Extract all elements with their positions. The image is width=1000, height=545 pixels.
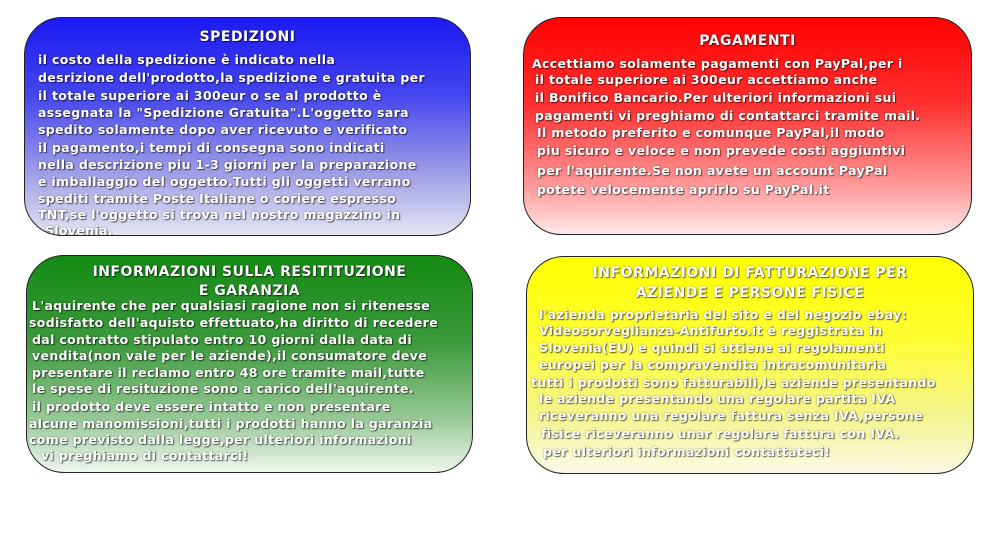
returns-text-line: come previsto dalla legge,per ulteriori informazioni xyxy=(29,432,412,447)
shipping-text-line: il pagamento,i tempi di consegna sono indicati xyxy=(38,140,385,155)
payments-info-panel xyxy=(523,17,972,235)
returns-title-line1: INFORMAZIONI SULLA RESITITUZIONE xyxy=(92,264,407,280)
shipping-text-line: TNT,se l'oggetto si trova nel nostro magazzino in xyxy=(38,207,401,222)
returns-text-line: dal contratto stipulato entro 10 giorni dalla data di xyxy=(32,332,412,347)
invoice-title-line2: AZIENDE E PERSONE FISICE xyxy=(635,285,865,301)
invoice-text-line: Videosorveglianza-Antifurto.it è reggistrata in xyxy=(539,323,883,338)
shipping-text-line: spedito solamente dopo aver ricevuto e verificato xyxy=(38,122,408,137)
invoice-title-line1: INFORMAZIONI DI FATTURAZIONE PER xyxy=(592,265,908,281)
returns-text-line: sodisfatto dell'aquisto effettuato,ha diritto di recedere xyxy=(29,315,439,330)
payments-text-line: potete velocemente aprirlo su PayPal.it xyxy=(537,182,830,197)
returns-text-line: L'aquirente che per qualsiasi ragione non si ritenesse xyxy=(32,298,431,313)
payments-text-line: il Bonifico Bancario.Per ulteriori informazioni sui xyxy=(535,90,897,105)
payments-title: PAGAMENTI xyxy=(699,33,796,49)
shipping-text-line: desrizione dell'prodotto,la spedizione e gratuita per xyxy=(38,70,426,85)
shipping-text-line: il costo della spedizione è indicato nella xyxy=(38,52,336,67)
shipping-text-line: nella descrizione piu 1-3 giorni per la preparazione xyxy=(38,157,417,172)
invoice-text-line: per ulteriori informazioni contattateci! xyxy=(543,444,831,459)
shipping-text-line: e imballaggio del oggetto.Tutti gli oggetti verrano xyxy=(38,174,411,189)
invoice-text-line: l'azienda proprietaria del sito e del negozio ebay: xyxy=(539,307,907,322)
payments-text-line: Il metodo preferito e comunque PayPal,il modo xyxy=(537,125,885,140)
invoice-text-line: europei per la compravendita intracomunitaria xyxy=(539,357,887,372)
returns-text-line: il prodotto deve essere intatto e non presentare xyxy=(32,399,391,414)
shipping-title: SPEDIZIONI xyxy=(199,29,296,45)
invoice-text-line: tutti i prodotti sono fatturabili,le aziende presentando xyxy=(531,375,936,390)
returns-text-line: le spese di resituzione sono a carico dell'aquirente. xyxy=(32,381,414,396)
shipping-text-line: Slovenia. xyxy=(45,223,114,236)
returns-title-line2: E GARANZIA xyxy=(198,283,301,299)
returns-text-line: alcune manomissioni,tutti i prodotti hanno la garanzia xyxy=(29,416,433,431)
shipping-info-panel xyxy=(24,17,471,236)
invoice-text-line: le aziende presentando una regolare partita IVA xyxy=(539,391,896,406)
payments-text-line: pagamenti vi preghiamo di contattarci tramite mail. xyxy=(535,108,921,123)
shipping-text-line: il totale superiore ai 300eur o se al prodotto è xyxy=(38,88,382,103)
returns-text-line: presentare il reclamo entro 48 ore tramite mail,tutte xyxy=(32,365,425,380)
payments-text-line: il totale superiore ai 300eur accettiamo anche xyxy=(535,72,878,87)
payments-text-line: per l'aquirente.Se non avete un account PayPal xyxy=(537,163,888,178)
payments-text-line: Accettiamo solamente pagamenti con PayPal,per i xyxy=(532,56,903,71)
payments-text-line: piu sicuro e veloce e non prevede costi aggiuntivi xyxy=(537,143,906,158)
shipping-text-line: assegnata la "Spedizione Gratuita".L'oggetto sara xyxy=(38,105,409,120)
invoice-info-panel xyxy=(526,256,974,474)
invoice-text-line: Slovenia(EU) e quindi si attiene ai regolamenti xyxy=(539,340,886,355)
returns-warranty-panel xyxy=(26,255,473,473)
shipping-text-line: spediti tramite Poste Italiane o coriere espresso xyxy=(38,191,397,206)
invoice-text-line: riceveranno una regolare fattura senza IVA,persone xyxy=(539,408,923,423)
invoice-text-line: fisice riceveranno unar regolare fattura con IVA. xyxy=(541,426,900,441)
returns-text-line: vi preghiamo di contattarci! xyxy=(41,448,249,463)
returns-text-line: vendita(non vale per le aziende),il consumatore deve xyxy=(32,348,428,363)
